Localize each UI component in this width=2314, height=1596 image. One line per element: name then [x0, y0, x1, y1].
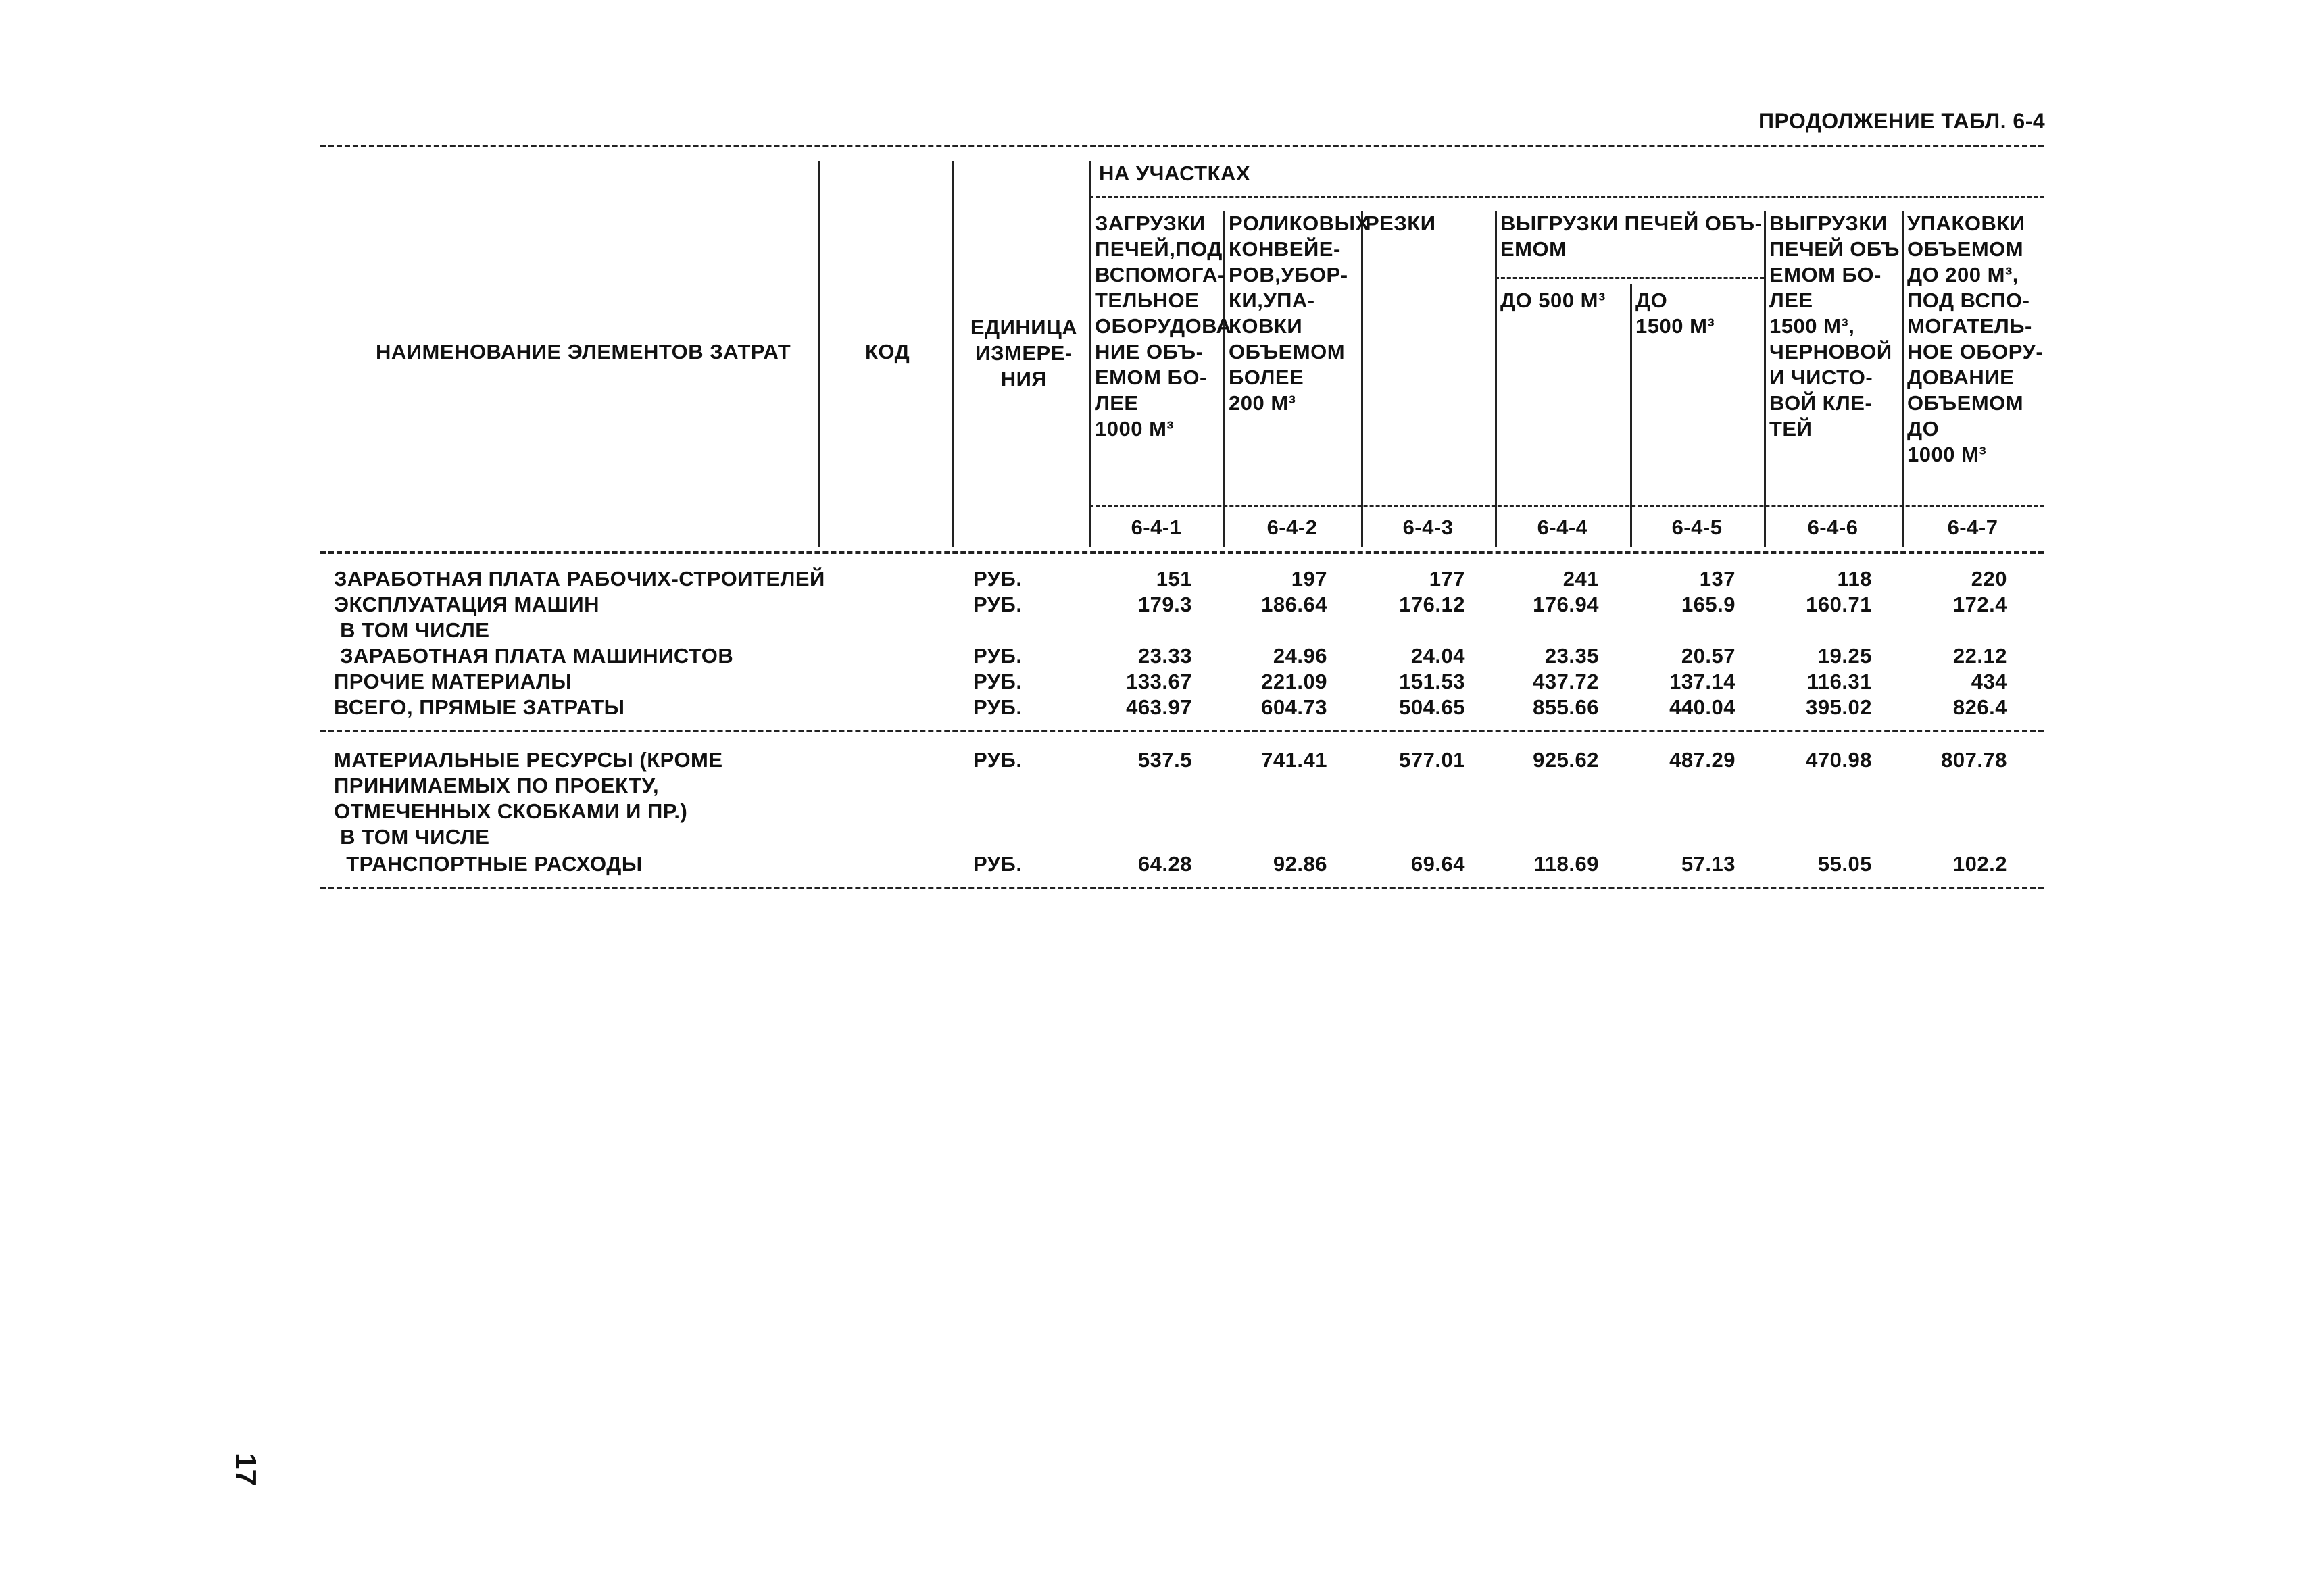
row-value: 176.12 [1399, 593, 1465, 616]
code-6-4-2: 6-4-2 [1266, 516, 1318, 539]
row-value: 160.71 [1806, 593, 1872, 616]
row-value: 55.05 [1817, 852, 1872, 876]
row-value: 151 [1156, 567, 1192, 591]
col-separator [1902, 211, 1904, 547]
row-value: 855.66 [1533, 695, 1599, 719]
row-value: 221.09 [1261, 670, 1327, 693]
row-label: В ТОМ ЧИСЛЕ [334, 825, 490, 849]
continuation-caption: ПРОДОЛЖЕНИЕ ТАБЛ. 6-4 [1758, 109, 2046, 133]
col-separator [952, 161, 954, 547]
table-bottom-rule [320, 887, 2044, 889]
header-code: КОД [865, 340, 910, 364]
row-value: 22.12 [1952, 644, 2007, 668]
row-unit: РУБ. [973, 670, 1023, 693]
row-label: ЗАРАБОТНАЯ ПЛАТА РАБОЧИХ-СТРОИТЕЛЕЙ [334, 567, 825, 591]
header-col-1: ЗАГРУЗКИ ПЕЧЕЙ,ПОД ВСПОМОГА- ТЕЛЬНОЕ ОБОРУДОВА НИЕ ОБЪ- ЕМОМ БО- ЛЕЕ 1000 М³ [1095, 211, 1232, 441]
col-separator [1630, 284, 1632, 547]
code-6-4-4: 6-4-4 [1537, 516, 1588, 539]
row-value: 434 [1971, 670, 2007, 693]
row-label: В ТОМ ЧИСЛЕ [334, 618, 490, 642]
header-col-5: ДО 1500 М³ [1635, 289, 1715, 338]
row-value: 118.69 [1533, 852, 1599, 876]
header-col-3: РЕЗКИ [1365, 211, 1436, 235]
row-label: ВСЕГО, ПРЯМЫЕ ЗАТРАТЫ [334, 695, 625, 719]
code-6-4-3: 6-4-3 [1402, 516, 1454, 539]
header-name: НАИМЕНОВАНИЕ ЭЛЕМЕНТОВ ЗАТРАТ [376, 340, 791, 364]
header-group: НА УЧАСТКАХ [1099, 161, 1251, 185]
row-value: 23.35 [1544, 644, 1599, 668]
code-6-4-7: 6-4-7 [1947, 516, 1998, 539]
row-value: 118 [1837, 567, 1872, 591]
row-unit: РУБ. [973, 852, 1023, 876]
row-label: ЭКСПЛУАТАЦИЯ МАШИН [334, 593, 600, 616]
row-unit: РУБ. [973, 695, 1023, 719]
row-value: 92.86 [1273, 852, 1327, 876]
row-value: 826.4 [1952, 695, 2007, 719]
row-value: 604.73 [1261, 695, 1327, 719]
row-value: 151.53 [1399, 670, 1465, 693]
header-unit: ЕДИНИЦА ИЗМЕРЕ- НИЯ [970, 316, 1078, 391]
row-value: 20.57 [1681, 644, 1736, 668]
row-value: 463.97 [1126, 695, 1192, 719]
row-value: 437.72 [1533, 670, 1599, 693]
subgroup-rule [1495, 277, 1764, 279]
row-value: 470.98 [1806, 748, 1872, 772]
row-unit: РУБ. [973, 593, 1023, 616]
codes-rule [1089, 505, 2044, 507]
row-unit: РУБ. [973, 567, 1023, 591]
code-6-4-1: 6-4-1 [1131, 516, 1182, 539]
row-value: 537.5 [1137, 748, 1192, 772]
header-col-45: ВЫГРУЗКИ ПЕЧЕЙ ОБЪ- ЕМОМ [1500, 211, 1763, 261]
row-value: 440.04 [1669, 695, 1736, 719]
row-value: 133.67 [1126, 670, 1192, 693]
section-rule [320, 730, 2044, 732]
row-value: 577.01 [1399, 748, 1465, 772]
page-number: 17 [229, 1453, 262, 1486]
row-value: 165.9 [1681, 593, 1736, 616]
header-col-4: ДО 500 М³ [1500, 289, 1606, 312]
row-label: ТРАНСПОРТНЫЕ РАСХОДЫ [334, 852, 643, 876]
row-value: 487.29 [1669, 748, 1736, 772]
row-value: 197 [1291, 567, 1327, 591]
col-separator [818, 161, 820, 547]
row-label: ПРИНИМАЕМЫХ ПО ПРОЕКТУ, [334, 774, 660, 797]
row-value: 23.33 [1137, 644, 1192, 668]
row-value: 57.13 [1681, 852, 1736, 876]
row-value: 102.2 [1952, 852, 2007, 876]
row-value: 176.94 [1533, 593, 1599, 616]
row-value: 137 [1699, 567, 1736, 591]
row-unit: РУБ. [973, 644, 1023, 668]
row-label: ЗАРАБОТНАЯ ПЛАТА МАШИНИСТОВ [334, 644, 734, 668]
row-value: 19.25 [1817, 644, 1872, 668]
code-6-4-6: 6-4-6 [1807, 516, 1858, 539]
row-value: 177 [1429, 567, 1465, 591]
col-separator [1764, 211, 1766, 547]
row-value: 186.64 [1261, 593, 1327, 616]
row-value: 741.41 [1261, 748, 1327, 772]
row-value: 24.96 [1273, 644, 1327, 668]
row-value: 925.62 [1533, 748, 1599, 772]
row-value: 504.65 [1399, 695, 1465, 719]
row-label: МАТЕРИАЛЬНЫЕ РЕСУРСЫ (КРОМЕ [334, 748, 723, 772]
row-value: 137.14 [1669, 670, 1736, 693]
header-col-2: РОЛИКОВЫХ КОНВЕЙЕ- РОВ,УБОР- КИ,УПА- КОВКИ ОБЪЕМОМ БОЛЕЕ 200 М³ [1229, 211, 1370, 415]
group-rule [1089, 196, 2044, 198]
row-value: 64.28 [1137, 852, 1192, 876]
row-value: 241 [1562, 567, 1599, 591]
row-value: 116.31 [1806, 670, 1872, 693]
row-value: 172.4 [1952, 593, 2007, 616]
row-unit: РУБ. [973, 748, 1023, 772]
header-bottom-rule [320, 551, 2044, 554]
col-separator [1495, 211, 1497, 547]
code-6-4-5: 6-4-5 [1671, 516, 1723, 539]
row-value: 395.02 [1806, 695, 1872, 719]
row-value: 807.78 [1941, 748, 2007, 772]
row-value: 24.04 [1410, 644, 1465, 668]
col-separator [1089, 161, 1091, 547]
row-value: 69.64 [1410, 852, 1465, 876]
row-value: 220 [1971, 567, 2007, 591]
table-top-rule [320, 145, 2044, 147]
row-value: 179.3 [1137, 593, 1192, 616]
header-col-6: ВЫГРУЗКИ ПЕЧЕЙ ОБЪ ЕМОМ БО- ЛЕЕ 1500 М³, ЧЕРНОВОЙ И ЧИСТО- ВОЙ КЛЕ- ТЕЙ [1769, 211, 1900, 441]
row-label: ОТМЕЧЕННЫХ СКОБКАМИ И ПР.) [334, 799, 688, 823]
row-label: ПРОЧИЕ МАТЕРИАЛЫ [334, 670, 572, 693]
header-col-7: УПАКОВКИ ОБЪЕМОМ ДО 200 М³, ПОД ВСПО- МОГАТЕЛЬ- НОЕ ОБОРУ- ДОВАНИЕ ОБЪЕМОМ ДО 1000 М³ [1907, 211, 2044, 466]
